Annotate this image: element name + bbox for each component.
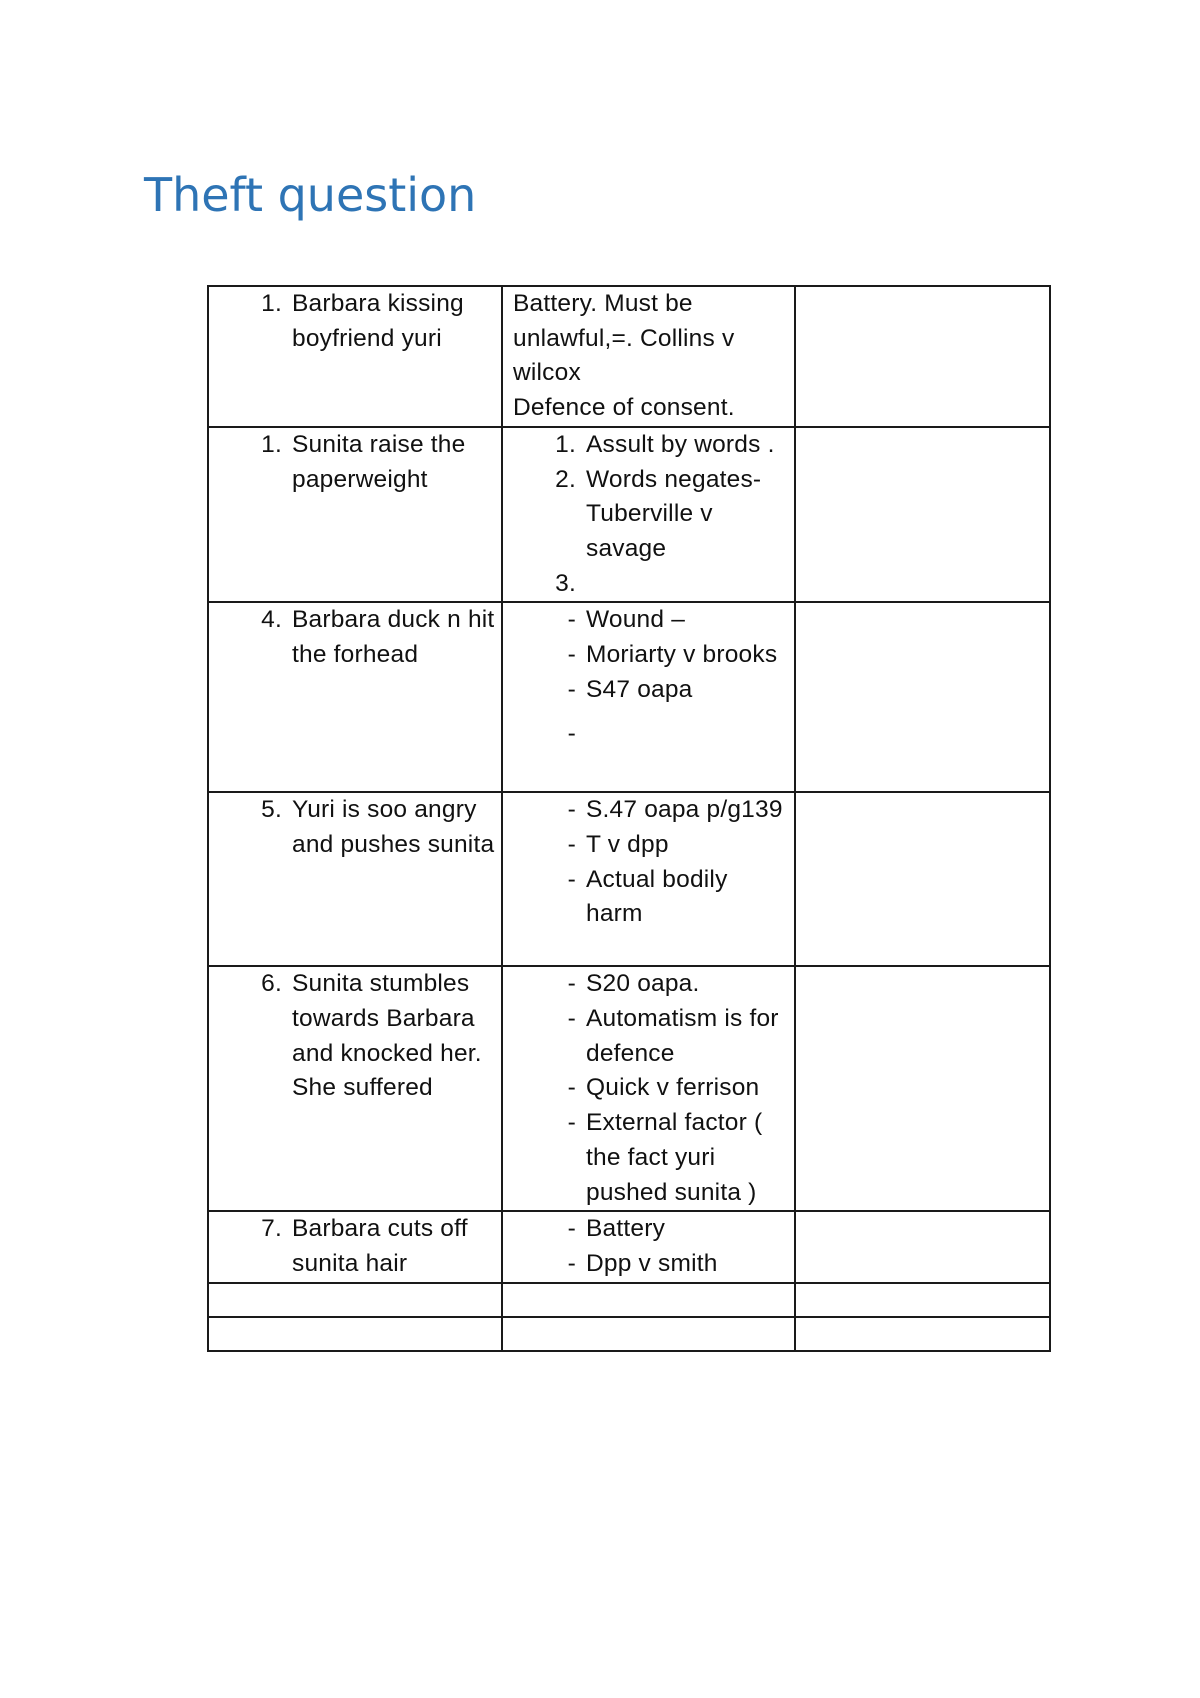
list-item: [219, 287, 497, 356]
empty-cell: [502, 1283, 795, 1317]
dash-bullet: -: [567, 1074, 576, 1102]
list-item: [513, 863, 790, 932]
empty-cell: [795, 1211, 1050, 1282]
empty-table-row: [208, 1283, 1050, 1317]
empty-cell: [795, 427, 1050, 603]
analysis-item: S20 oapa.: [586, 970, 700, 998]
dash-bullet: -: [567, 1109, 576, 1137]
event-cell: [208, 1211, 502, 1282]
event-cell: [208, 966, 502, 1211]
table-row: [208, 1211, 1050, 1282]
analysis-cell: [502, 286, 795, 427]
list-number: 1.: [261, 430, 282, 458]
list-item: [219, 793, 497, 862]
empty-table-row: [208, 1317, 1050, 1351]
event-text: Sunita raise the paperweight: [292, 430, 466, 493]
list-number: 4.: [261, 606, 282, 634]
event-cell: [208, 602, 502, 792]
analysis-item: Automatism is for defence: [586, 1005, 779, 1067]
analysis-cell: [502, 792, 795, 966]
list-number: 1.: [555, 430, 576, 458]
event-text: Barbara kissing boyfriend yuri: [292, 290, 464, 352]
list-item: [513, 1212, 790, 1247]
event-text: Barbara cuts off sunita hair: [292, 1215, 468, 1277]
analysis-item: Assult by words .: [586, 430, 775, 458]
empty-cell: [795, 602, 1050, 792]
list-item: [513, 673, 790, 708]
dash-bullet: -: [567, 831, 576, 859]
notes-table: [207, 285, 1051, 1352]
event-cell: [208, 286, 502, 427]
analysis-item: Actual bodily harm: [586, 865, 728, 928]
analysis-item: Words negates- Tuberville v savage: [586, 465, 762, 562]
event-text: Sunita stumbles towards Barbara and knocked her. She suffered: [292, 970, 482, 1102]
list-item: [219, 1212, 497, 1281]
event-cell: [208, 792, 502, 966]
list-item: [513, 717, 790, 752]
dash-bullet: -: [567, 1249, 576, 1277]
analysis-item: Battery: [586, 1215, 666, 1243]
table-row: [208, 286, 1050, 427]
dash-bullet: -: [567, 675, 576, 703]
analysis-item: T v dpp: [586, 831, 669, 859]
dash-bullet: -: [567, 606, 576, 634]
event-text: Barbara duck n hit the forhead: [292, 606, 495, 669]
list-item: [513, 828, 790, 863]
list-item: [513, 1071, 790, 1106]
analysis-item: Dpp v smith: [586, 1249, 718, 1277]
empty-cell: [795, 792, 1050, 966]
list-number: 2.: [555, 465, 576, 493]
list-item: [219, 967, 497, 1106]
analysis-text: Battery. Must be unlawful,=. Collins v wilcox: [513, 290, 735, 387]
analysis-item: External factor ( the fact yuri pushed sunita ): [586, 1109, 763, 1206]
list-item: [513, 967, 790, 1002]
empty-cell: [208, 1283, 502, 1317]
list-number: 6.: [261, 970, 282, 998]
dash-bullet: -: [567, 865, 576, 893]
analysis-cell: [502, 966, 795, 1211]
list-item: [513, 463, 790, 567]
list-item: [513, 603, 790, 638]
empty-cell: [208, 1317, 502, 1351]
event-text: Yuri is soo angry and pushes sunita: [292, 796, 495, 859]
list-item: [513, 567, 790, 602]
analysis-text: Defence of consent.: [513, 394, 735, 422]
dash-bullet: -: [567, 1215, 576, 1243]
analysis-item: S.47 oapa p/g139: [586, 796, 783, 824]
analysis-item: S47 oapa: [586, 675, 693, 703]
empty-cell: [795, 966, 1050, 1211]
dash-bullet: -: [567, 641, 576, 669]
table-row: [208, 427, 1050, 603]
analysis-item: Wound –: [586, 606, 686, 634]
list-number: 5.: [261, 796, 282, 824]
empty-cell: [795, 1283, 1050, 1317]
empty-cell: [795, 1317, 1050, 1351]
table-row: [208, 792, 1050, 966]
list-item: [513, 638, 790, 673]
dash-bullet: -: [567, 1005, 576, 1033]
empty-cell: [502, 1317, 795, 1351]
list-number: 1.: [261, 290, 282, 317]
analysis-cell: [502, 427, 795, 603]
list-item: [513, 1106, 790, 1210]
list-number: 7.: [261, 1215, 282, 1243]
empty-cell: [795, 286, 1050, 427]
dash-bullet: -: [567, 796, 576, 824]
table-row: [208, 602, 1050, 792]
page-title: Theft question: [144, 168, 477, 222]
list-item: [513, 1002, 790, 1071]
analysis-cell: [502, 602, 795, 792]
analysis-item: Quick v ferrison: [586, 1074, 760, 1102]
dash-bullet: -: [567, 970, 576, 998]
analysis-cell: [502, 1211, 795, 1282]
list-item: [513, 428, 790, 463]
dash-bullet: -: [567, 720, 576, 748]
analysis-item: Moriarty v brooks: [586, 641, 778, 669]
list-item: [513, 1247, 790, 1282]
table-row: [208, 966, 1050, 1211]
list-item: [219, 603, 497, 672]
event-cell: [208, 427, 502, 603]
list-item: [513, 793, 790, 828]
list-item: [219, 428, 497, 497]
list-number: 3.: [555, 569, 576, 597]
